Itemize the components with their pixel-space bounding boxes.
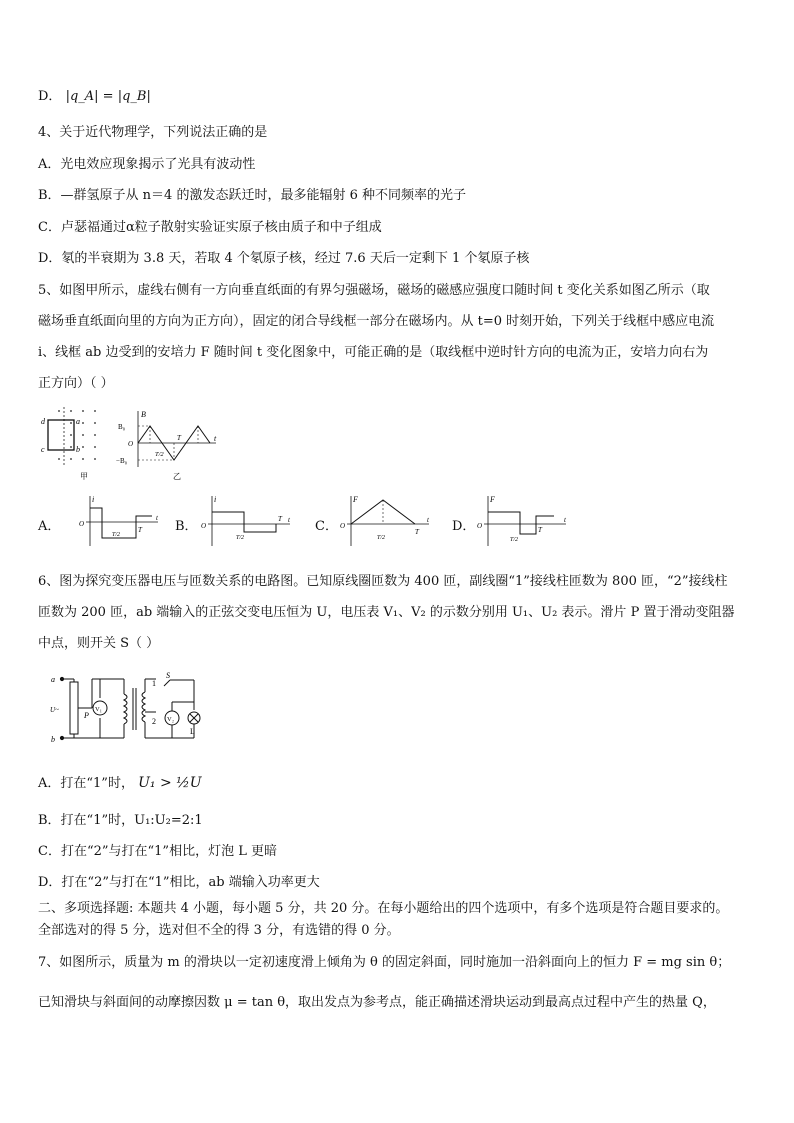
q5-figure bbox=[38, 405, 228, 485]
graph-c-axis: F bbox=[353, 495, 358, 504]
svg-text:T: T bbox=[538, 526, 542, 534]
voltmeter-v1: V₁ bbox=[95, 706, 102, 713]
bt-b-label: B bbox=[141, 410, 146, 419]
q5-option-a-label: A． bbox=[38, 519, 61, 534]
graph-a-curve bbox=[90, 508, 152, 538]
svg-text:t: t bbox=[156, 514, 158, 522]
bt-neg-b0: −B₀ bbox=[116, 457, 128, 465]
q5-graph-c bbox=[337, 494, 437, 548]
q5-stem-line2: 磁场垂直纸面向里的方向为正方向），固定的闭合导线框一部分在磁场内。从 t=0 时刻开始，下列关于线框中感应电流 bbox=[38, 314, 715, 329]
q3-option-d: D． |q_A| = |q_B| bbox=[38, 89, 151, 104]
svg-text:t: t bbox=[427, 516, 429, 524]
q5-stem-line1: 5、如图甲所示，虚线右侧有一方向垂直纸面的有界匀强磁场，磁场的磁感应强度口随时间 t 变化关系如图乙所示（取 bbox=[38, 283, 710, 298]
section2-line2: 全部选对的得 5 分，选对但不全的得 3 分，有选错的得 0 分。 bbox=[38, 923, 400, 938]
caption-jia: 甲 bbox=[80, 472, 88, 481]
label-c: c bbox=[41, 445, 45, 454]
wire-frame bbox=[48, 420, 74, 450]
q4-option-c: C．卢瑟福通过α粒子散射实验证实原子核由质子和中子组成 bbox=[38, 220, 382, 235]
svg-text:T/2: T/2 bbox=[236, 535, 245, 541]
label-p: P bbox=[84, 711, 89, 720]
terminal-a: a bbox=[51, 675, 55, 684]
bt-period: T bbox=[177, 434, 181, 442]
svg-text:T/2: T/2 bbox=[377, 535, 386, 541]
q6-option-b: B．打在“1”时，U₁:U₂=2:1 bbox=[38, 813, 203, 828]
svg-text:O: O bbox=[477, 522, 483, 530]
q5-graph-b bbox=[198, 494, 298, 548]
bt-t-label: t bbox=[214, 434, 217, 443]
svg-text:T/2: T/2 bbox=[112, 532, 121, 538]
section2-line1: 二、多项选择题: 本题共 4 小题，每小题 5 分，共 20 分。在每小题给出的四个选项中，有多个选项是符合题目要求的。 bbox=[38, 901, 729, 916]
q6-option-d: D．打在“2”与打在“1”相比，ab 端输入功率更大 bbox=[38, 875, 320, 890]
q5-option-c-label: C． bbox=[315, 519, 338, 534]
bt-half-t: T/2 bbox=[155, 451, 164, 458]
bt-b0: B₀ bbox=[118, 423, 126, 431]
q5-option-b-label: B． bbox=[175, 519, 198, 534]
q6-stem-line1: 6、图为探究变压器电压与匝数关系的电路图。已知原线圈匝数为 400 匝，副线圈“1”接线柱匝数为 800 匝，“2”接线柱 bbox=[38, 574, 728, 589]
svg-text:t: t bbox=[564, 516, 566, 524]
terminal-1: 1 bbox=[152, 679, 156, 688]
svg-text:T: T bbox=[138, 526, 142, 534]
voltmeter-v2: V₂ bbox=[167, 716, 174, 723]
q6-circuit bbox=[44, 672, 214, 746]
q6-stem-line2: 匝数为 200 匝，ab 端输入的正弦交变电压恒为 U，电压表 V₁、V₂ 的示数分别用 U₁、U₂ 表示。滑片 P 置于滑动变阻器 bbox=[38, 605, 735, 620]
svg-text:t: t bbox=[288, 516, 290, 524]
q4-stem: 4、关于近代物理学，下列说法正确的是 bbox=[38, 125, 268, 140]
switch-s: S bbox=[166, 672, 170, 680]
q4-option-d: D．氡的半衰期为 3.8 天，若取 4 个氡原子核，经过 7.6 天后一定剩下 1 个氡原子核 bbox=[38, 251, 530, 266]
q6-stem-line3: 中点，则开关 S（ ） bbox=[38, 636, 160, 651]
q4-option-b: B．—群氢原子从 n＝4 的激发态跃迁时，最多能辐射 6 种不同频率的光子 bbox=[38, 188, 466, 203]
bt-origin: O bbox=[128, 440, 134, 448]
svg-text:T: T bbox=[415, 528, 419, 536]
svg-text:O: O bbox=[201, 522, 207, 530]
q7-line2: 已知滑块与斜面间的动摩擦因数 μ = tan θ，取出发点为参考点，能正确描述滑块运动到最高点过程中产生的热量 Q， bbox=[38, 995, 716, 1010]
svg-text:T/2: T/2 bbox=[510, 537, 519, 543]
q7-line1: 7、如图所示，质量为 m 的滑块以一定初速度滑上倾角为 θ 的固定斜面，同时施加一沿斜面向上的恒力 F = mg sin θ； bbox=[38, 955, 731, 970]
svg-text:O: O bbox=[340, 522, 346, 530]
q4-option-a: A．光电效应现象揭示了光具有波动性 bbox=[38, 157, 256, 172]
q5-stem-line3: i、线框 ab 边受到的安培力 F 随时间 t 变化图象中，可能正确的是（取线框中逆时针方向的电流为正，安培力向右为 bbox=[38, 345, 709, 360]
graph-b-curve bbox=[212, 512, 276, 532]
graph-b-axis: i bbox=[214, 495, 217, 504]
q5-graph-a bbox=[76, 494, 166, 548]
q5-stem-line4: 正方向）（ ） bbox=[38, 376, 114, 391]
label-u: U~ bbox=[50, 706, 59, 714]
graph-d-curve bbox=[488, 512, 554, 534]
q5-option-d-label: D． bbox=[452, 519, 476, 534]
graph-d-axis: F bbox=[490, 495, 495, 504]
label-a: a bbox=[76, 417, 80, 426]
q6-option-a-math: U₁ > ½U bbox=[138, 775, 202, 791]
label-d: d bbox=[41, 417, 45, 426]
q6-option-c: C．打在“2”与打在“1”相比，灯泡 L 更暗 bbox=[38, 844, 277, 859]
terminal-2: 2 bbox=[152, 717, 156, 726]
lamp-l: L bbox=[190, 727, 195, 736]
q6-option-a: A．打在“1”时， U₁ > ½U bbox=[38, 775, 202, 791]
svg-text:O: O bbox=[79, 520, 85, 528]
q5-graph-d bbox=[474, 494, 574, 548]
caption-yi: 乙 bbox=[173, 472, 181, 481]
graph-a-axis: i bbox=[92, 495, 95, 504]
terminal-b: b bbox=[51, 735, 55, 744]
label-b: b bbox=[76, 445, 80, 454]
svg-text:T: T bbox=[278, 515, 282, 523]
q3-option-d-math: |q_A| = |q_B| bbox=[65, 89, 151, 104]
